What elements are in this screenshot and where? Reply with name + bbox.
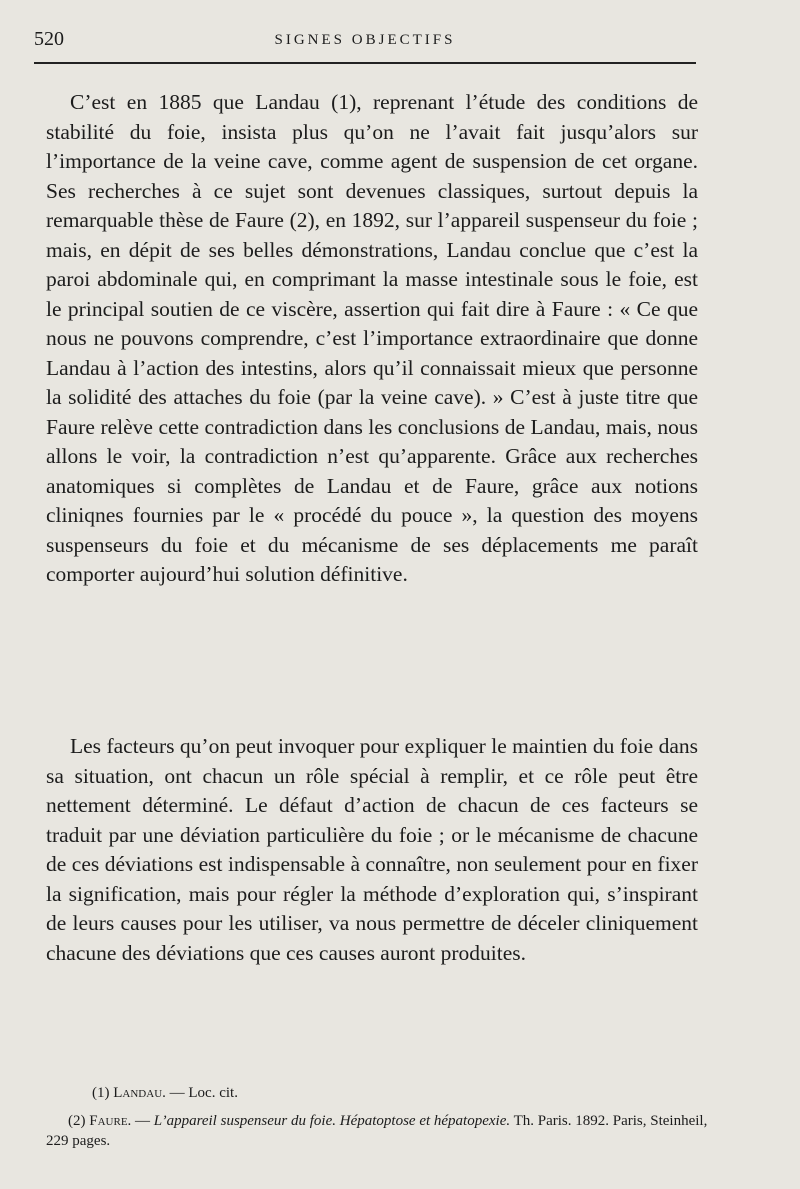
footnote-2 xyxy=(46,1111,720,1151)
header-rule xyxy=(34,62,696,64)
running-title: SIGNES OBJECTIFS xyxy=(274,32,456,48)
footnote-text: Th. Paris. 1892. Paris, Steinheil, 229 pages. xyxy=(46,1113,708,1149)
footnote-author: Landau. xyxy=(113,1085,166,1101)
footnotes xyxy=(46,1083,720,1159)
footnote-text: — Loc. cit. xyxy=(165,1085,238,1101)
footnote-marker: (2) xyxy=(68,1113,86,1129)
footnote-marker: (1) xyxy=(92,1085,110,1101)
page-header xyxy=(34,28,696,58)
page-number: 520 xyxy=(34,28,64,50)
footnote-title: L’appareil suspenseur du foie. Hépatoptose et hépatopexie. xyxy=(153,1113,511,1129)
paragraph-1 xyxy=(46,88,698,590)
paragraph-2 xyxy=(46,732,698,968)
footnote-author: Faure. xyxy=(89,1113,132,1129)
paragraph-text: C’est en 1885 que Landau (1), reprenant l’étude des conditions de stabilité du foie, insista plus qu’on ne l’avait fait jusqu’alors sur l’importance de la veine cave, comme agent de suspension de cet organe. Ses recherches à ce sujet sont devenues classiques, surtout depuis la remarquable thèse de Faure (2), en 1892, sur l’appareil suspenseur du foie ; mais, en dépit de ses belles démonstrations, Landau conclue que c’est la paroi abdominale qui, en comprimant la masse intestinale sous le foie, est le principal soutien de ce viscère, assertion qui fait dire à Faure : « Ce que nous ne pouvons comprendre, c’est l’importance extraordinaire que donne Landau à l’action des intestins, alors qu’il connaissait mieux que personne la solidité des attaches du foie (par la veine cave). » C’est à juste titre que Faure relève cette contradiction dans les conclusions de Landau, mais, nous allons le voir, la contradiction n’est qu’apparente. Grâce aux recherches anatomiques si complètes de Landau et de Faure, grâce aux notions cliniqnes fournies par le « procédé du pouce », la question des moyens suspenseurs du foie et du mécanisme de ses déplacements me paraît comporter aujourd’hui solution définitive. xyxy=(46,90,698,586)
footnote-1 xyxy=(70,1083,720,1103)
paragraph-text: Les facteurs qu’on peut invoquer pour expliquer le maintien du foie dans sa situation, ont chacun un rôle spécial à remplir, et ce rôle peut être nettement déterminé. Le défaut d’action de chacun de ces facteurs se traduit par une déviation particulière du foie ; or le mécanisme de chacune de ces déviations est indispensable à connaître, non seulement pour en fixer la signification, mais pour régler la méthode d’exploration qui, s’inspirant de leurs causes pour les utiliser, va nous permettre de déceler cliniquement chacune des déviations que ces causes auront produites. xyxy=(46,734,698,965)
footnote-separator: — xyxy=(131,1113,154,1129)
